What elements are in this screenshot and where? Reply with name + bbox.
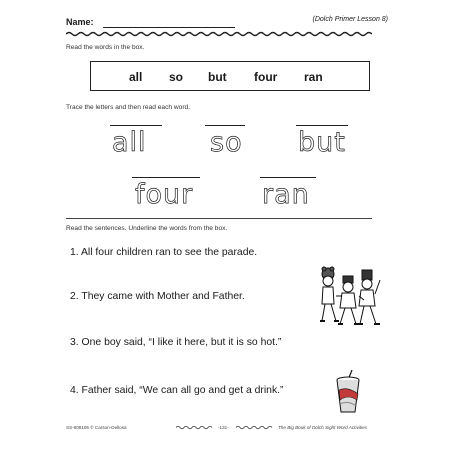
footer-squiggle-right [236,425,274,430]
trace-word-so[interactable]: so [210,127,243,158]
trace-word-but[interactable]: but [298,127,346,158]
trace-instruction: Trace the letters and then read each word. [66,104,191,111]
trace-top-line [260,177,316,178]
trace-top-line [205,125,245,126]
trace-word-ran[interactable]: ran [262,179,310,210]
sentence-3[interactable]: 3. One boy said, “I like it here, but it is so hot.” [70,337,282,348]
box-word: so [169,70,184,84]
name-label: Name: [66,17,94,27]
sentence-2[interactable]: 2. They came with Mother and Father. [70,291,245,302]
section-divider [66,218,372,219]
trace-word-four[interactable]: four [135,179,194,210]
name-line[interactable] [103,27,235,28]
parade-children-illustration [318,266,382,330]
box-word: but [208,70,227,84]
footer-copyright: SS-808105 © Carson-Dellosa [66,425,127,430]
footer-squiggle-left [176,425,214,430]
box-instruction: Read the words in the box. [66,44,145,51]
trace-top-line [132,177,200,178]
box-word: all [129,70,143,84]
drink-cup-illustration [332,370,364,414]
box-word: four [254,70,278,84]
lesson-title: (Dolch Primer Lesson 8) [312,16,388,23]
sentence-4[interactable]: 4. Father said, “We can all go and get a drink.” [70,385,284,396]
trace-top-line [110,125,162,126]
trace-top-line [296,125,348,126]
header-squiggle-divider [66,31,372,37]
trace-word-all[interactable]: all [112,127,147,158]
footer-book-title: The Big Book of Dolch Sight Word Activities [278,425,367,430]
word-box [90,61,370,91]
sentence-1[interactable]: 1. All four children ran to see the parade. [70,247,258,258]
footer-page-number: -131- [218,425,229,430]
box-word: ran [304,70,323,84]
sentence-instruction: Read the sentences. Underline the words from the box. [66,225,228,232]
